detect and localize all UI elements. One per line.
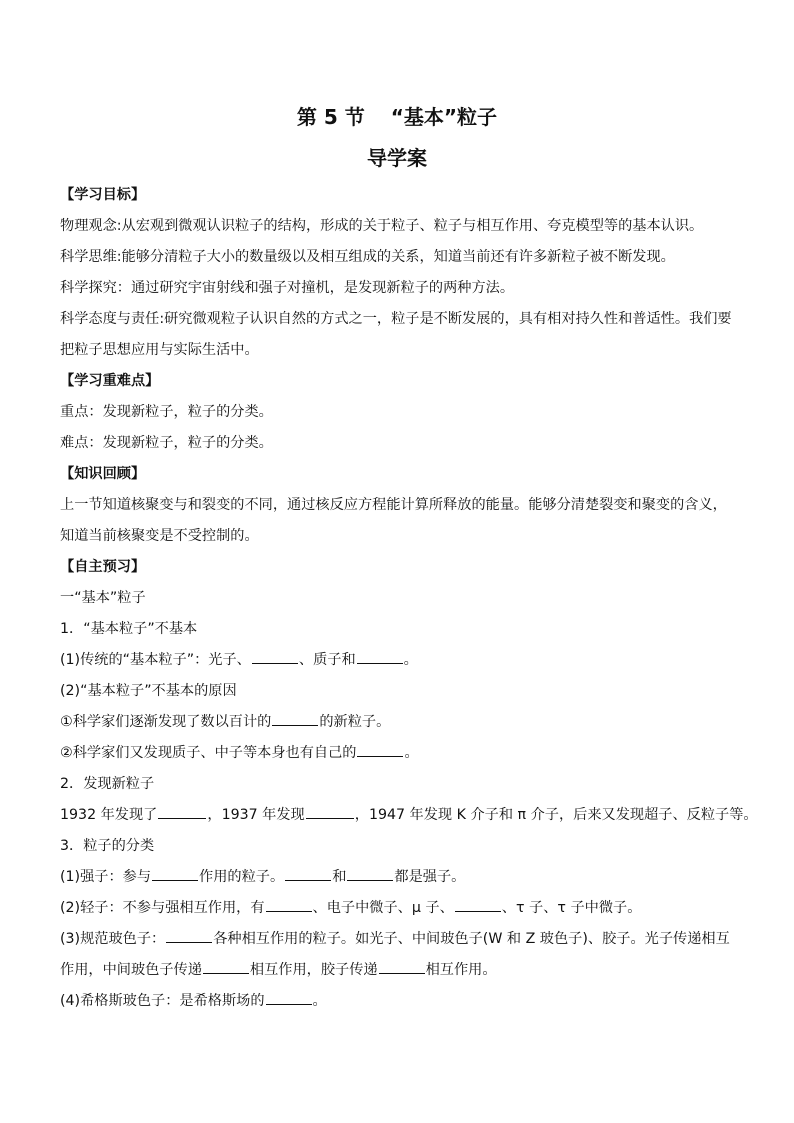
- question-1-reason-1: ①科学家们逐渐发现了数以百计的 的新粒子。: [60, 714, 391, 730]
- fill-blank: [347, 867, 393, 881]
- fill-blank: [158, 805, 206, 819]
- preview-heading: 【自主预习】: [60, 559, 146, 575]
- fill-blank: [166, 929, 212, 943]
- fill-blank: [266, 898, 312, 912]
- fill-blank: [152, 867, 198, 881]
- question-2-text: 1932 年发现了 ，1937 年发现 ，1947 年发现 K 介子和 π 介子，后来又发现超子、反粒子等。: [60, 807, 758, 823]
- review-heading: 【知识回顾】: [60, 466, 146, 482]
- key-point-focus: 重点：发现新粒子，粒子的分类。: [60, 404, 273, 420]
- question-3-leptons: (2)轻子：不参与强相互作用，有 、电子中微子、μ 子、 、τ 子、τ 子中微子。: [60, 900, 642, 916]
- question-2-title: 2．发现新粒子: [60, 776, 155, 792]
- section-topic: “基本”粒子: [390, 105, 498, 129]
- fill-blank: [285, 867, 331, 881]
- objective-physics-concept: 物理观念:从宏观到微观认识粒子的结构，形成的关于粒子、粒子与相互作用、夸克模型等的基本认识。: [60, 218, 704, 234]
- fill-blank: [252, 650, 298, 664]
- key-points-heading: 【学习重难点】: [60, 373, 160, 389]
- document-subtitle: 导学案: [367, 146, 427, 170]
- fill-blank: [272, 712, 318, 726]
- fill-blank: [455, 898, 501, 912]
- question-1-item-2: (2)“基本粒子”不基本的原因: [60, 683, 237, 699]
- objective-scientific-inquiry: 科学探究：通过研究宇宙射线和强子对撞机，是发现新粒子的两种方法。: [60, 280, 515, 296]
- key-point-difficulty: 难点：发现新粒子，粒子的分类。: [60, 435, 273, 451]
- fill-blank: [306, 805, 354, 819]
- objective-attitude: 科学态度与责任:研究微观粒子认识自然的方式之一，粒子是不断发展的，具有相对持久性和普适性。我们要把粒子思想应用与实际生活中。: [60, 311, 732, 358]
- fill-blank: [357, 743, 403, 757]
- document-body: [60, 180, 758, 1017]
- document-title: [0, 105, 794, 129]
- question-3-gauge-bosons: (3)规范玻色子： 各种相互作用的粒子。如光子、中间玻色子(W 和 Z 玻色子)、胶子。光子传递相互作用，中间玻色子传递 相互作用，胶子传递 相互作用。: [60, 931, 730, 978]
- preview-section-title: 一“基本”粒子: [60, 590, 146, 606]
- question-3-hadrons: (1)强子：参与 作用的粒子。 和 都是强子。: [60, 869, 466, 885]
- review-text: 上一节知道核聚变与和裂变的不同，通过核反应方程能计算所释放的能量。能够分清楚裂变和聚变的含义，知道当前核聚变是不受控制的。: [60, 497, 727, 544]
- objective-scientific-thinking: 科学思维:能够分清粒子大小的数量级以及相互组成的关系，知道当前还有许多新粒子被不断发现。: [60, 249, 675, 265]
- fill-blank: [266, 991, 312, 1005]
- fill-blank: [379, 960, 425, 974]
- question-1-title: 1．“基本粒子”不基本: [60, 621, 198, 637]
- question-3-title: 3．粒子的分类: [60, 838, 155, 854]
- objectives-heading: 【学习目标】: [60, 187, 146, 203]
- question-3-higgs: (4)希格斯玻色子：是希格斯场的 。: [60, 993, 327, 1009]
- fill-blank: [203, 960, 249, 974]
- fill-blank: [357, 650, 403, 664]
- question-1-item-1: (1)传统的“基本粒子”：光子、 、质子和 。: [60, 652, 418, 668]
- section-number: 第 5 节: [296, 105, 365, 129]
- question-1-reason-2: ②科学家们又发现质子、中子等本身也有自己的 。: [60, 745, 419, 761]
